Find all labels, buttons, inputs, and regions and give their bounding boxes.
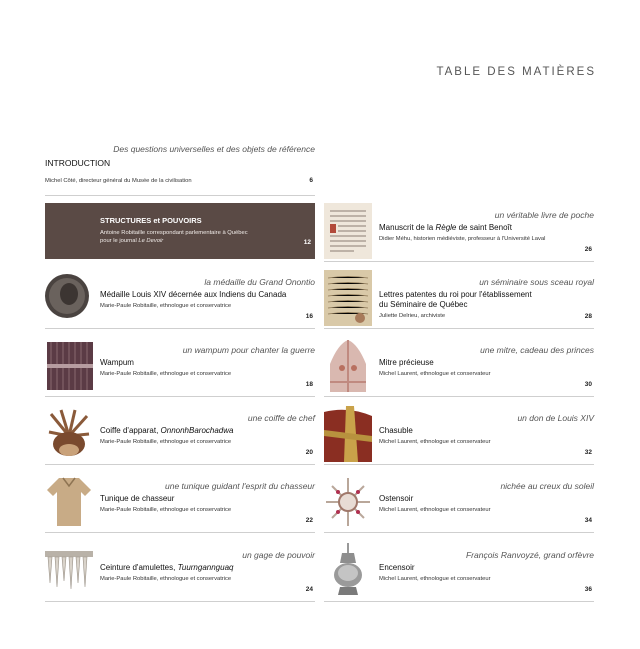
toc-entry-chasuble[interactable] [324, 406, 594, 462]
page-title: TABLE DES MATIÈRES [436, 66, 596, 78]
wampum-icon [45, 338, 93, 394]
entry-page-number: 28 [584, 313, 592, 320]
entry-byline: Marie-Paule Robitaille, ethnologue et conservatrice [100, 303, 232, 309]
entry-page-number: 34 [584, 517, 592, 524]
toc-entry-censer[interactable] [324, 543, 594, 599]
divider [324, 464, 594, 465]
entry-kicker: une mitre, cadeau des princes [480, 345, 594, 355]
entry-byline: Marie-Paule Robitaille, ethnologue et conservatrice [100, 371, 232, 377]
mitre-icon [324, 338, 372, 394]
divider [45, 195, 315, 196]
entry-title: Médaille Louis XIV décernée aux Indiens du Canada [100, 290, 287, 299]
entry-page-number: 20 [305, 449, 313, 456]
toc-entry-letters-patent[interactable] [324, 270, 594, 326]
divider [324, 261, 594, 262]
medal-icon [45, 270, 93, 326]
entry-kicker: la médaille du Grand Onontio [204, 277, 315, 287]
entry-kicker: un séminaire sous sceau royal [479, 277, 594, 287]
feature-byline-line1: Antoine Robitaille correspondant parlementaire à Québec [100, 230, 248, 236]
monstrance-icon [324, 474, 372, 530]
entry-byline: Michel Laurent, ethnologue et conservateur [379, 576, 491, 582]
entry-byline: Juliette Delrieu, archiviste [379, 313, 446, 319]
divider [45, 601, 315, 602]
entry-page-number: 22 [305, 517, 313, 524]
entry-byline: Marie-Paule Robitaille, ethnologue et conservatrice [100, 439, 232, 445]
entry-title: Wampum [100, 358, 134, 367]
entry-title: Manuscrit de la Règle de saint Benoît [379, 223, 512, 232]
entry-page-number: 18 [305, 381, 313, 388]
intro-heading: INTRODUCTION [45, 158, 111, 168]
toc-entry-mitre[interactable] [324, 338, 594, 394]
entry-byline: Didier Méhu, historien médiéviste, professeur à l'Université Laval [379, 236, 546, 242]
entry-page-number: 36 [584, 586, 592, 593]
intro-kicker: Des questions universelles et des objets de référence [113, 144, 315, 154]
intro-page-number: 6 [309, 177, 313, 184]
tunic-icon [45, 474, 93, 530]
entry-title: Ceinture d'amulettes, Tuurngannguaq [100, 563, 234, 572]
divider [324, 601, 594, 602]
feature-block[interactable] [45, 203, 315, 259]
letters-patent-icon [324, 270, 372, 326]
chasuble-icon [324, 406, 372, 462]
censer-icon [324, 543, 372, 599]
toc-entry-headdress[interactable] [45, 406, 315, 462]
feature-page-number: 12 [303, 239, 311, 246]
divider [45, 396, 315, 397]
entry-page-number: 24 [305, 586, 313, 593]
toc-entry-tunic[interactable] [45, 474, 315, 530]
entry-byline: Michel Laurent, ethnologue et conservateur [379, 507, 491, 513]
entry-page-number: 16 [305, 313, 313, 320]
entry-title: Lettres patentes du roi pour l'établissement du Séminaire de Québec [379, 290, 532, 309]
entry-byline: Marie-Paule Robitaille, ethnologue et conservatrice [100, 507, 232, 513]
entry-kicker: une tunique guidant l'esprit du chasseur [164, 481, 315, 491]
divider [45, 464, 315, 465]
intro-section [45, 144, 315, 185]
entry-page-number: 30 [584, 381, 592, 388]
entry-title: Coiffe d'apparat, OnnonhBarochadwa [100, 426, 234, 435]
divider [324, 532, 594, 533]
entry-title: Encensoir [379, 563, 415, 572]
feature-title: STRUCTURES et POUVOIRS [100, 216, 202, 225]
divider [45, 532, 315, 533]
entry-page-number: 26 [584, 246, 592, 253]
toc-entry-amulet-belt[interactable] [45, 543, 315, 599]
feature-byline-publication: Le Devoir [138, 238, 164, 244]
entry-kicker: une coiffe de chef [247, 413, 315, 423]
entry-byline: Marie-Paule Robitaille, ethnologue et conservatrice [100, 576, 232, 582]
entry-kicker: François Ranvoyzé, grand orfèvre [465, 550, 594, 560]
entry-title: Tunique de chasseur [100, 494, 175, 503]
feature-byline-line2: pour le journal [100, 238, 137, 244]
toc-entry-monstrance[interactable] [324, 474, 594, 530]
entry-page-number: 32 [584, 449, 592, 456]
toc-entry-wampum[interactable] [45, 338, 315, 394]
entry-kicker: un don de Louis XIV [517, 413, 594, 423]
headdress-icon [45, 406, 93, 462]
feature-byline [100, 229, 290, 245]
entry-title: Mitre précieuse [379, 358, 434, 367]
entry-title: Ostensoir [379, 494, 414, 503]
toc-entry-manuscript[interactable] [324, 203, 594, 259]
entry-kicker: nichée au creux du soleil [500, 481, 594, 491]
divider [324, 396, 594, 397]
intro-byline: Michel Côté, directeur général du Musée de la civilisation [45, 178, 192, 184]
entry-kicker: un wampum pour chanter la guerre [182, 345, 315, 355]
entry-byline: Michel Laurent, ethnologue et conservateur [379, 371, 491, 377]
entry-title: Chasuble [379, 426, 413, 435]
amulet-belt-icon [45, 543, 93, 599]
divider [324, 328, 594, 329]
entry-kicker: un gage de pouvoir [242, 550, 315, 560]
entry-byline: Michel Laurent, ethnologue et conservateur [379, 439, 491, 445]
entry-kicker: un véritable livre de poche [494, 210, 594, 220]
manuscript-icon [324, 203, 372, 259]
toc-entry-medal[interactable] [45, 270, 315, 326]
divider [45, 328, 315, 329]
